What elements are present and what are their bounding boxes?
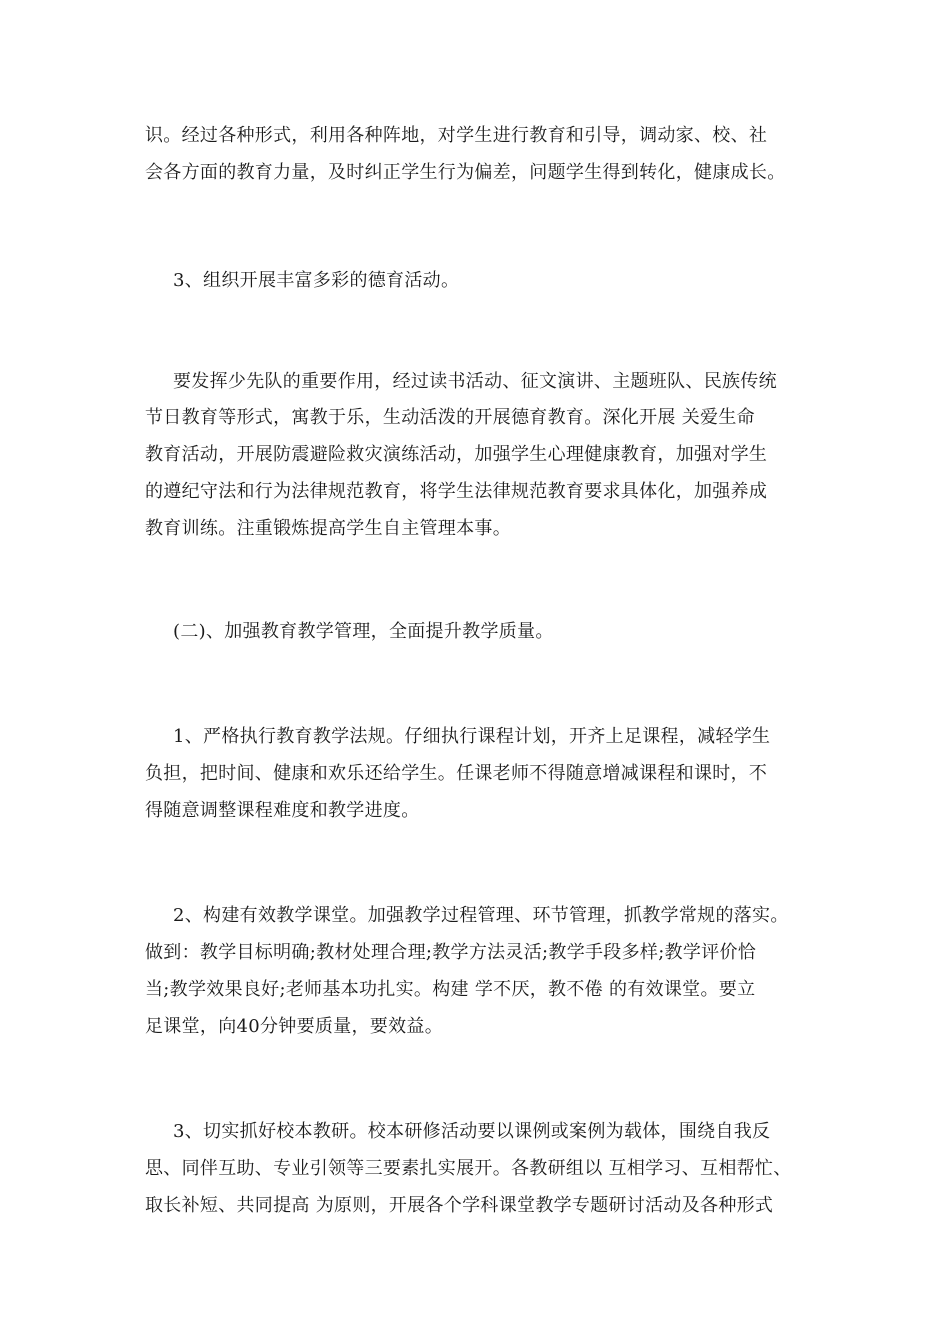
paragraph-line: 得随意调整课程难度和教学进度。 (145, 800, 420, 821)
paragraph-line: 节日教育等形式，寓教于乐，生动活泼的开展德育教育。深化开展 关爱生命 (145, 407, 755, 428)
paragraph-line: 教育训练。注重锻炼提高学生自主管理本事。 (145, 518, 511, 539)
paragraph-line: 思、同伴互助、专业引领等三要素扎实展开。各教研组以 互相学习、互相帮忙、 (145, 1158, 792, 1179)
section-heading: (二)、加强教育教学管理，全面提升教学质量。 (173, 621, 554, 642)
paragraph-line: 3、切实抓好校本教研。校本研修活动要以课例或案例为载体，围绕自我反 (173, 1121, 771, 1142)
section-heading: 3、组织开展丰富多彩的德育活动。 (173, 270, 460, 291)
paragraph-line: 识。经过各种形式，利用各种阵地，对学生进行教育和引导，调动家、校、社 (145, 125, 768, 146)
paragraph-line: 足课堂，向40分钟要质量，要效益。 (145, 1016, 444, 1037)
paragraph-line: 会各方面的教育力量，及时纠正学生行为偏差，问题学生得到转化，健康成长。 (145, 162, 786, 183)
paragraph-line: 取长补短、共同提高 为原则，开展各个学科课堂教学专题研讨活动及各种形式 (145, 1195, 774, 1216)
paragraph-line: 的遵纪守法和行为法律规范教育，将学生法律规范教育要求具体化，加强养成 (145, 481, 768, 502)
paragraph-line: 要发挥少先队的重要作用，经过读书活动、征文演讲、主题班队、民族传统 (173, 371, 777, 392)
paragraph-line: 做到：教学目标明确;教材处理合理;教学方法灵活;教学手段多样;教学评价恰 (145, 942, 757, 963)
paragraph-line: 负担，把时间、健康和欢乐还给学生。任课老师不得随意增减课程和课时，不 (145, 763, 768, 784)
paragraph-line: 教育活动，开展防震避险救灾演练活动，加强学生心理健康教育，加强对学生 (145, 444, 768, 465)
paragraph-line: 2、构建有效教学课堂。加强教学过程管理、环节管理，抓教学常规的落实。 (173, 905, 789, 926)
paragraph-line: 当;教学效果良好;老师基本功扎实。构建 学不厌，教不倦 的有效课堂。要立 (145, 979, 756, 1000)
paragraph-line: 1、严格执行教育教学法规。仔细执行课程计划，开齐上足课程，减轻学生 (173, 726, 771, 747)
